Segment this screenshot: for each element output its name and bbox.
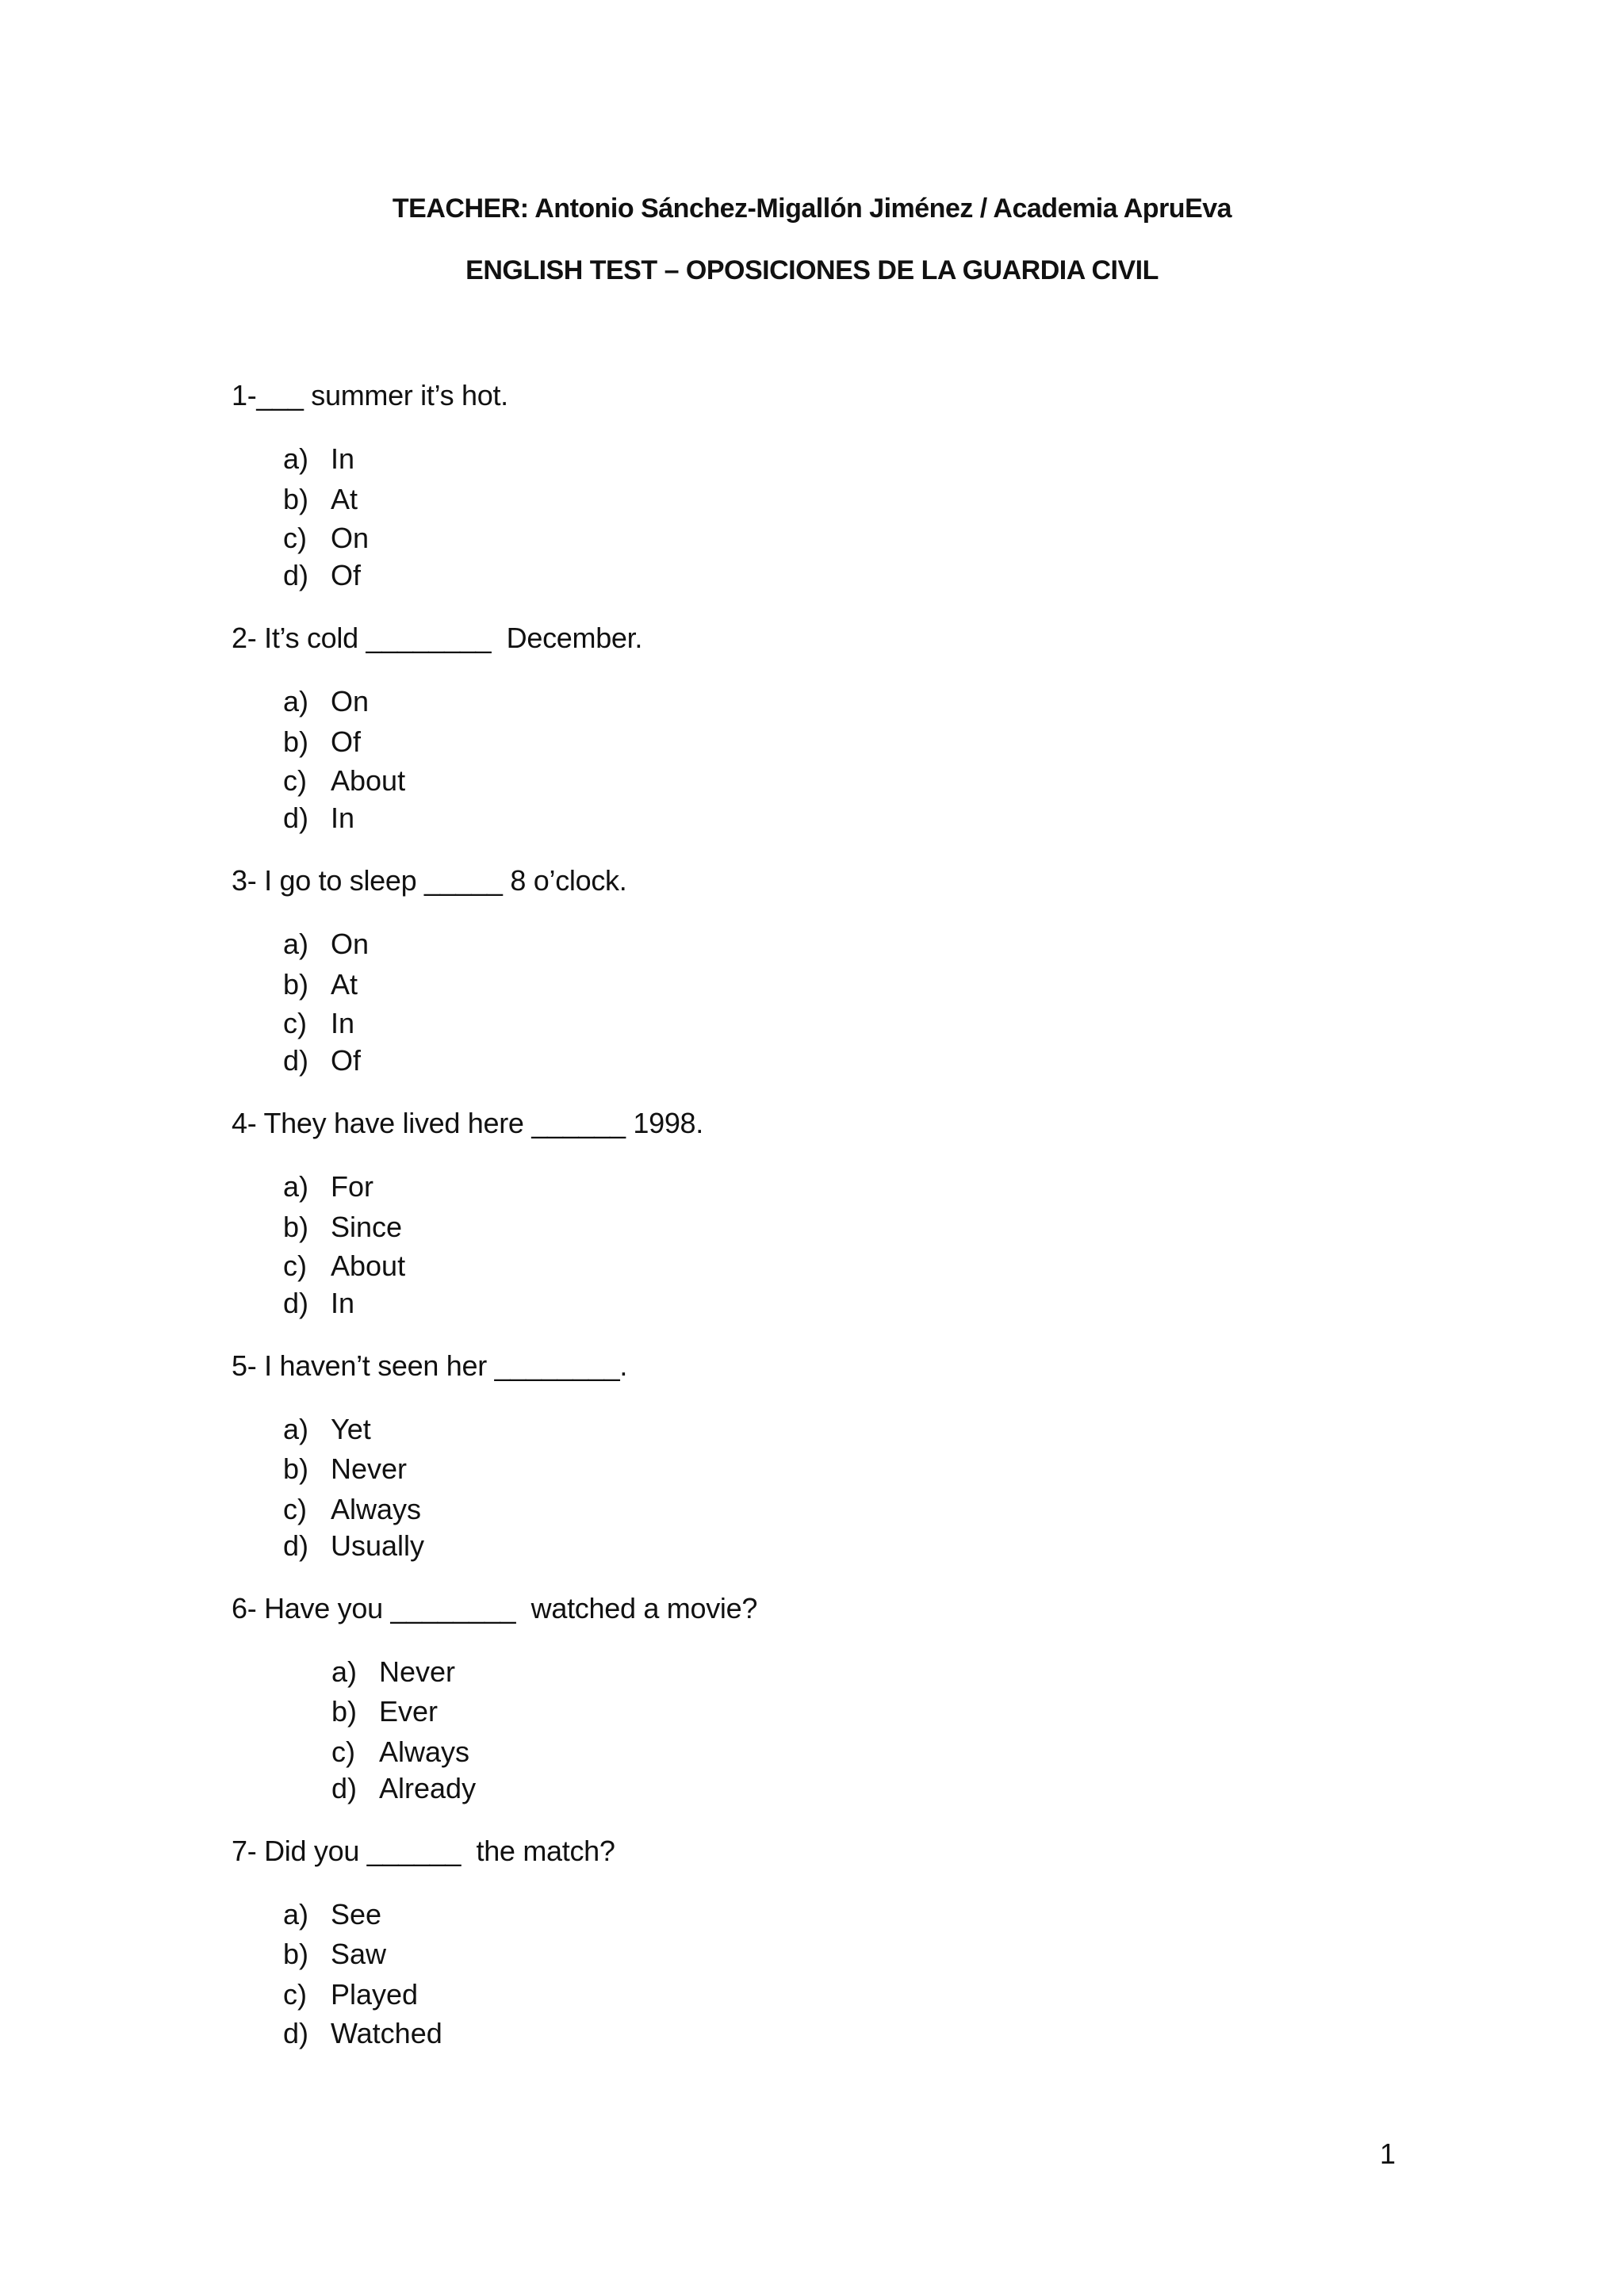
- option-text: In: [331, 802, 355, 834]
- question-5: 5- I haven’t seen her ________.: [232, 1349, 628, 1382]
- option-text: On: [331, 928, 370, 960]
- option-2a: [283, 685, 369, 718]
- option-letter: a): [283, 685, 309, 718]
- option-text: Watched: [331, 2017, 442, 2049]
- question-7: 7- Did you ______ the match?: [232, 1835, 615, 1867]
- option-text: Of: [331, 725, 362, 758]
- option-3d: [283, 1044, 361, 1077]
- option-6a: [331, 1655, 455, 1689]
- option-7c: [283, 1978, 418, 2011]
- option-letter: c): [283, 1007, 307, 1039]
- option-letter: d): [283, 1044, 309, 1077]
- question-1: 1-___ summer it’s hot.: [232, 379, 508, 411]
- option-letter: a): [331, 1655, 358, 1688]
- option-letter: a): [283, 928, 309, 960]
- option-text: Played: [331, 1978, 419, 2011]
- option-text: On: [331, 685, 370, 718]
- option-letter: d): [283, 802, 309, 834]
- question-6: 6- Have you ________ watched a movie?: [232, 1592, 758, 1624]
- option-letter: b): [283, 483, 309, 515]
- option-letter: c): [283, 1249, 307, 1282]
- option-7d: [283, 2017, 442, 2050]
- option-5a: [283, 1413, 371, 1446]
- option-4b: [283, 1211, 402, 1244]
- option-letter: a): [283, 1170, 309, 1203]
- option-letter: a): [283, 1898, 309, 1931]
- test-title: ENGLISH TEST – OPOSICIONES DE LA GUARDIA CIVIL: [465, 255, 1159, 285]
- option-text: In: [331, 1007, 355, 1039]
- option-letter: c): [331, 1735, 355, 1768]
- option-letter: b): [283, 1938, 309, 1970]
- option-5b: [283, 1452, 407, 1486]
- option-1c: [283, 522, 369, 555]
- option-text: See: [331, 1898, 382, 1931]
- option-4a: [283, 1170, 373, 1203]
- option-4d: [283, 1287, 354, 1320]
- option-text: Of: [331, 1044, 362, 1077]
- page-number: 1: [1380, 2137, 1396, 2170]
- option-letter: d): [331, 1772, 358, 1804]
- option-text: Already: [379, 1772, 477, 1804]
- option-1d: [283, 559, 361, 592]
- option-text: Since: [331, 1211, 403, 1243]
- option-text: Ever: [379, 1695, 439, 1728]
- question-2: 2- It’s cold ________ December.: [232, 622, 643, 654]
- option-letter: d): [283, 559, 309, 591]
- option-3b: [283, 968, 358, 1001]
- option-letter: b): [283, 725, 309, 758]
- option-text: For: [331, 1170, 373, 1203]
- option-2d: [283, 802, 354, 835]
- option-5c: [283, 1493, 421, 1526]
- option-text: Of: [331, 559, 362, 591]
- option-3a: [283, 928, 369, 961]
- option-5d: [283, 1529, 424, 1563]
- option-text: Never: [379, 1655, 456, 1688]
- option-letter: d): [283, 1287, 309, 1319]
- option-letter: c): [283, 764, 307, 797]
- option-text: At: [331, 968, 358, 1001]
- option-text: About: [331, 1249, 406, 1282]
- option-text: Never: [331, 1452, 408, 1485]
- option-text: Always: [379, 1735, 470, 1768]
- option-1b: [283, 483, 358, 516]
- option-4c: [283, 1249, 405, 1283]
- option-text: Yet: [331, 1413, 371, 1445]
- option-text: In: [331, 1287, 355, 1319]
- option-letter: b): [331, 1695, 358, 1728]
- option-6d: [331, 1772, 476, 1805]
- option-letter: c): [283, 522, 307, 554]
- option-text: About: [331, 764, 406, 797]
- question-3: 3- I go to sleep _____ 8 o’clock.: [232, 864, 627, 897]
- option-7b: [283, 1938, 386, 1971]
- option-letter: b): [283, 968, 309, 1001]
- option-2b: [283, 725, 361, 759]
- option-text: Usually: [331, 1529, 425, 1562]
- option-text: Always: [331, 1493, 422, 1525]
- option-6c: [331, 1735, 469, 1769]
- option-text: In: [331, 442, 355, 475]
- option-text: Saw: [331, 1938, 387, 1970]
- option-letter: d): [283, 2017, 309, 2049]
- option-letter: b): [283, 1211, 309, 1243]
- option-letter: a): [283, 1413, 309, 1445]
- option-3c: [283, 1007, 354, 1040]
- option-letter: c): [283, 1493, 307, 1525]
- question-4: 4- They have lived here ______ 1998.: [232, 1107, 703, 1139]
- option-6b: [331, 1695, 438, 1728]
- option-text: At: [331, 483, 358, 515]
- option-letter: b): [283, 1452, 309, 1485]
- option-7a: [283, 1898, 381, 1931]
- option-2c: [283, 764, 405, 798]
- option-letter: c): [283, 1978, 307, 2011]
- option-letter: d): [283, 1529, 309, 1562]
- option-text: On: [331, 522, 370, 554]
- option-letter: a): [283, 442, 309, 475]
- option-1a: [283, 442, 354, 476]
- teacher-line: TEACHER: Antonio Sánchez-Migallón Jiménez / Academia ApruEva: [392, 193, 1232, 224]
